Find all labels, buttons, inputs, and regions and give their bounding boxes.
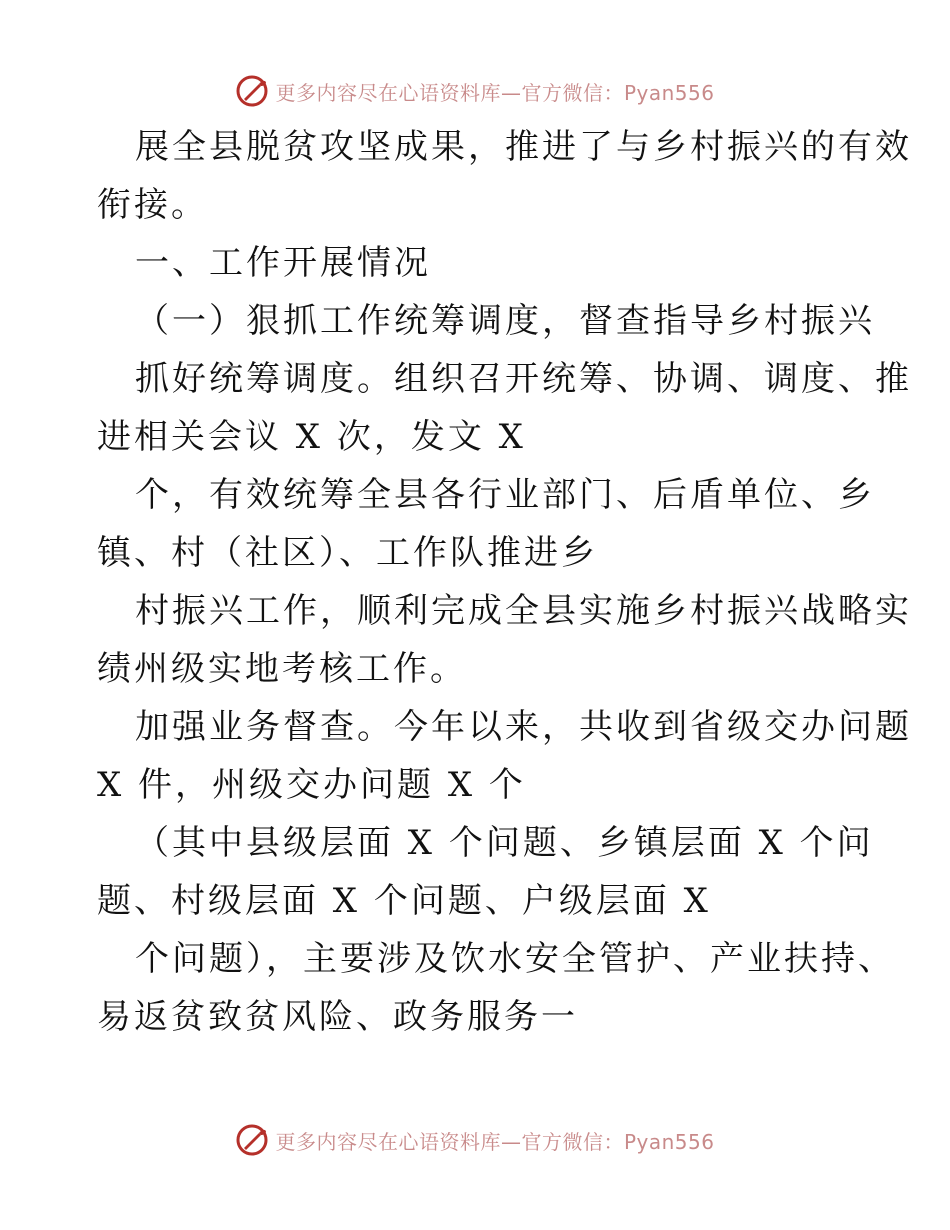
- paragraph-line: 展全县脱贫攻坚成果，推进了与乡村振兴的有效: [135, 127, 912, 167]
- paragraph-line: 抓好统筹调度。组织召开统筹、协调、调度、推: [135, 359, 912, 399]
- paragraph-line: 个，有效统筹全县各行业部门、后盾单位、乡: [135, 475, 875, 515]
- paragraph-line: 题、村级层面 X 个问题、户级层面 X: [97, 881, 711, 921]
- footer-watermark-text: 更多内容尽在心语资料库—官方微信：Pyan556: [275, 1129, 715, 1154]
- paragraph-line: X 件，州级交办问题 X 个: [97, 765, 526, 805]
- paragraph-line: 易返贫致贫风险、政务服务一: [97, 997, 578, 1037]
- paragraph-line: 进相关会议 X 次，发文 X: [97, 417, 526, 457]
- quill-pen-logo-icon: [235, 74, 269, 108]
- paragraph-line: 衔接。: [97, 185, 208, 225]
- quill-pen-logo-icon: [235, 1123, 269, 1157]
- paragraph-line: 镇、村（社区）、工作队推进乡: [97, 533, 598, 573]
- section-heading: 一、工作开展情况: [135, 243, 431, 283]
- paragraph-line: 个问题），主要涉及饮水安全管护、产业扶持、: [135, 939, 895, 979]
- paragraph-line: 村振兴工作，顺利完成全县实施乡村振兴战略实: [135, 591, 912, 631]
- subsection-heading: （一）狠抓工作统筹调度，督查指导乡村振兴: [135, 301, 875, 341]
- footer-watermark-banner: [0, 1120, 950, 1160]
- paragraph-line: 绩州级实地考核工作。: [97, 649, 467, 689]
- header-watermark-text: 更多内容尽在心语资料库—官方微信：Pyan556: [275, 80, 715, 105]
- paragraph-line: 加强业务督查。今年以来，共收到省级交办问题: [135, 707, 912, 747]
- paragraph-line: （其中县级层面 X 个问题、乡镇层面 X 个问: [135, 823, 874, 863]
- document-body: [97, 118, 912, 1046]
- header-watermark-banner: [0, 71, 950, 111]
